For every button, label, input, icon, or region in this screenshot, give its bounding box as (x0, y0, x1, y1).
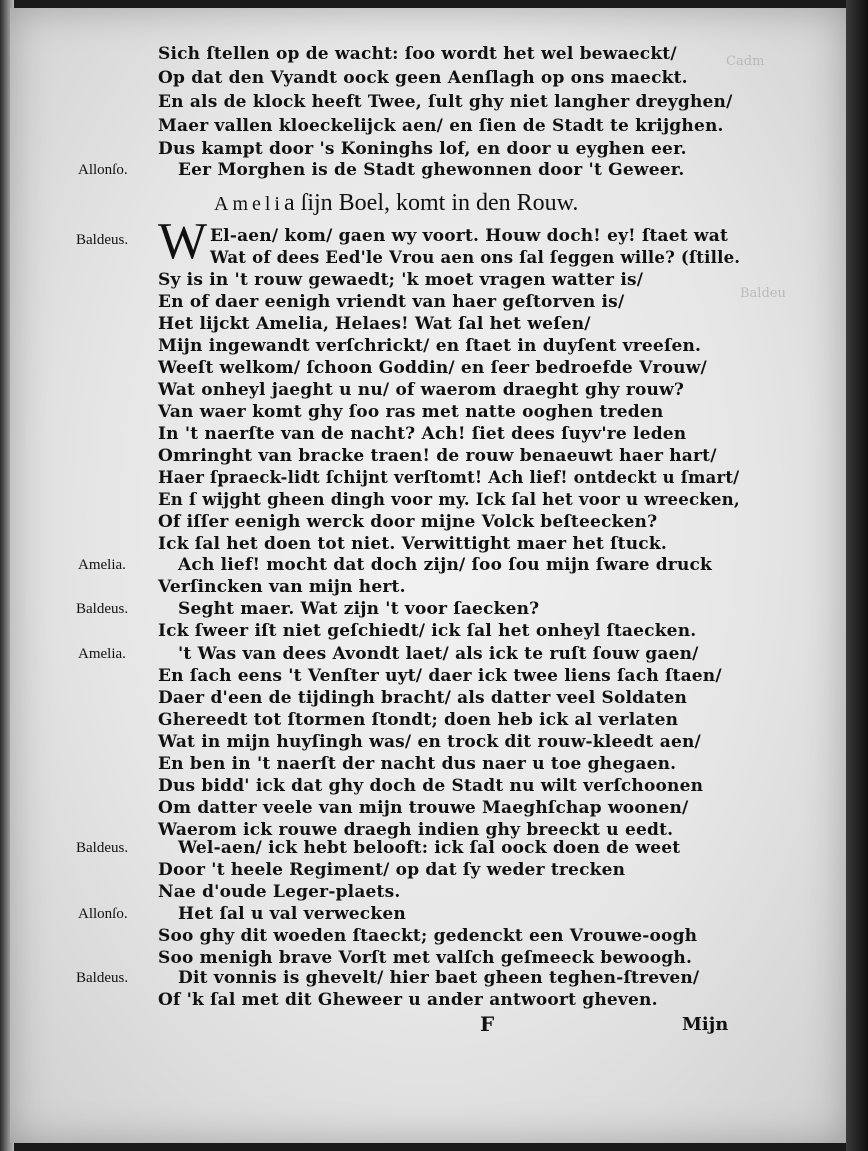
verse-line: Het lijckt Amelia, Helaes! Wat ſal het weſen/ (158, 314, 591, 334)
verse-line: Dit vonnis is ghevelt/ hier baet gheen teghen-ſtreven/ (178, 968, 700, 988)
verse-line: Dus kampt door 's Koninghs lof, en door u eyghen eer. (158, 139, 687, 159)
verse-line: Haer ſpraeck-lidt ſchijnt verſtomt! Ach lief! ontdeckt u ſmart/ (158, 468, 740, 488)
verse-line: 't Was van dees Avondt laet/ als ick te ruſt ſouw gaen/ (178, 644, 699, 664)
verse-line: Sich ſtellen op de wacht: ſoo wordt het wel bewaeckt/ (158, 44, 677, 64)
verse-line: Eer Morghen is de Stadt ghewonnen door 't Geweer. (178, 160, 685, 180)
verse-line: Seght maer. Wat zijn 't voor ſaecken? (178, 599, 540, 619)
verse-line: Door 't heele Regiment/ op dat ſy weder trecken (158, 860, 626, 880)
verse-line: En als de klock heeft Twee, ſult ghy niet langher dreyghen/ (158, 92, 733, 112)
verse-line: En ſ wijght gheen dingh voor my. Ick ſal het voor u wreecken, (158, 490, 740, 510)
speaker-label: Baldeus. (76, 232, 129, 248)
speaker-label: Amelia. (78, 557, 126, 573)
verse-line: El-aen/ kom/ gaen wy voort. Houw doch! ey! ſtaet wat (210, 226, 729, 246)
verse-line: Weeſt welkom/ ſchoon Goddin/ en ſeer bedroefde Vrouw/ (158, 358, 707, 378)
verse-line: Ach lief! mocht dat doch zijn/ ſoo ſou mijn ſware druck (178, 555, 713, 575)
signature-mark: F (480, 1012, 495, 1036)
heading-name: Ameli (214, 193, 284, 215)
verse-line: Mijn ingewandt verſchrickt/ en ſtaet in duyſent vreeſen. (158, 336, 702, 356)
verse-line: Het ſal u val verwecken (178, 904, 406, 924)
bleed-through-text: Cadm (726, 54, 765, 69)
verse-line: Nae d'oude Leger-plaets. (158, 882, 401, 902)
verse-line: Maer vallen kloeckelijck aen/ en ſien de Stadt te krijghen. (158, 116, 724, 136)
verse-line: Ghereedt tot ſtormen ſtondt; doen heb ick al verlaten (158, 710, 679, 730)
verse-line: Verſincken van mijn hert. (158, 577, 406, 597)
heading-rest: a ſijn Boel, komt in den Rouw. (284, 190, 579, 216)
verse-line: Van waer komt ghy ſoo ras met natte ooghen treden (158, 402, 664, 422)
verse-line: Wel-aen/ ick hebt belooft: ick ſal oock doen de weet (178, 838, 681, 858)
catchword: Mijn (682, 1014, 729, 1035)
verse-line: Op dat den Vyandt oock geen Aenſlagh op ons maeckt. (158, 68, 688, 88)
verse-line: Soo ghy dit woeden ſtaeckt; gedenckt een Vrouwe-oogh (158, 926, 698, 946)
verse-line: Sy is in 't rouw gewaedt; 'k moet vragen watter is/ (158, 270, 644, 290)
bleed-through-text: Baldeu (740, 286, 786, 301)
verse-line: Ick ſal het doen tot niet. Verwittight maer het ſtuck. (158, 534, 667, 554)
verse-line: Daer d'een de tijdingh bracht/ als datter veel Soldaten (158, 688, 688, 708)
verse-line: Ick ſweer iſt niet geſchiedt/ ick ſal het onheyl ſtaecken. (158, 621, 697, 641)
speaker-label: Allonſo. (78, 906, 128, 922)
verse-line: Omringht van bracke traen! de rouw benaeuwt haer hart/ (158, 446, 717, 466)
verse-line: Wat onheyl jaeght u nu/ of waerom draeght ghy rouw? (158, 380, 685, 400)
verse-line: Waerom ick rouwe draegh indien ghy breeckt u eedt. (158, 820, 674, 840)
verse-line: In 't naerſte van de nacht? Ach! ſiet dees ſuyv're leden (158, 424, 687, 444)
verse-line: Wat in mijn huyſingh was/ en trock dit rouw-kleedt aen/ (158, 732, 701, 752)
speaker-label: Amelia. (78, 646, 126, 662)
scene-heading (214, 190, 578, 217)
speaker-label: Baldeus. (76, 840, 129, 856)
speaker-label: Baldeus. (76, 970, 129, 986)
verse-line: En of daer eenigh vriendt van haer geſtorven is/ (158, 292, 625, 312)
speaker-label: Allonſo. (78, 162, 128, 178)
drop-cap: W (158, 213, 208, 270)
verse-line: Dus bidd' ick dat ghy doch de Stadt nu wilt verſchoonen (158, 776, 704, 796)
verse-line: Soo menigh brave Vorſt met valſch geſmeeck bewoogh. (158, 948, 693, 968)
page-edge-shadow (846, 0, 868, 1151)
verse-line: Wat of dees Eed'le Vrou aen ons ſal ſeggen wille? (ſtille. (210, 248, 741, 268)
verse-line: Of iſſer eenigh werck door mijne Volck beſteecken? (158, 512, 658, 532)
verse-line: Of 'k ſal met dit Gheweer u ander antwoort gheven. (158, 990, 658, 1010)
speaker-label: Baldeus. (76, 601, 129, 617)
verse-line: Om datter veele van mijn trouwe Maeghſchap woonen/ (158, 798, 689, 818)
verse-line: En ſach eens 't Venſter uyt/ daer ick twee liens ſach ſtaen/ (158, 666, 722, 686)
verse-line: En ben in 't naerſt der nacht dus naer u toe ghegaen. (158, 754, 677, 774)
